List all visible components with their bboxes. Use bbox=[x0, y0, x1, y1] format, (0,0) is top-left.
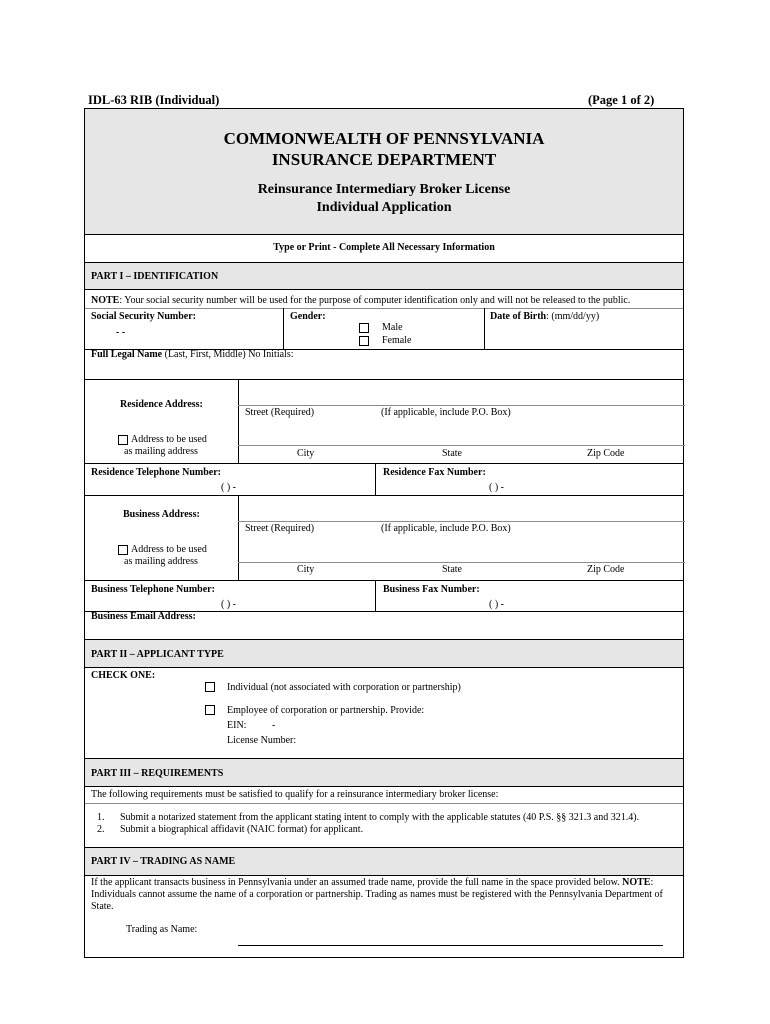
title-line2: INSURANCE DEPARTMENT bbox=[271, 150, 497, 169]
requirement-1-number: 1. bbox=[97, 812, 105, 823]
residence-pobox-label: (If applicable, include P.O. Box) bbox=[381, 407, 511, 418]
check-one-label: CHECK ONE: bbox=[91, 670, 156, 681]
business-address-label: Business Address: bbox=[123, 509, 200, 520]
part4-heading: PART IV – TRADING AS NAME bbox=[91, 856, 236, 867]
business-state-label: State bbox=[442, 564, 462, 575]
residence-zip-label: Zip Code bbox=[587, 448, 625, 459]
full-name-label: Full Legal Name (Last, First, Middle) No Initials: bbox=[91, 349, 294, 360]
trading-as-name-field[interactable] bbox=[238, 945, 663, 946]
residence-fax-mask: ( ) - bbox=[489, 482, 504, 493]
residence-city-label: City bbox=[297, 448, 315, 459]
ssn-mask: - - bbox=[116, 327, 126, 338]
requirement-2-number: 2. bbox=[97, 824, 105, 835]
requirements-intro: The following requirements must be satisfied to qualify for a reinsurance intermediary broker license: bbox=[91, 789, 499, 800]
business-pobox-label: (If applicable, include P.O. Box) bbox=[381, 523, 511, 534]
female-checkbox[interactable] bbox=[359, 336, 369, 346]
ein-label: EIN: bbox=[227, 720, 247, 731]
business-mailing-line2: as mailing address bbox=[124, 556, 198, 567]
business-zip-label: Zip Code bbox=[587, 564, 625, 575]
instruction-text: Type or Print - Complete All Necessary Information bbox=[273, 242, 495, 253]
trading-as-name-label: Trading as Name: bbox=[126, 924, 198, 935]
subtitle-line2: Individual Application bbox=[316, 200, 452, 215]
business-fax-label: Business Fax Number: bbox=[383, 584, 480, 595]
residence-mailing-line1: Address to be used bbox=[131, 434, 207, 445]
business-street-label: Street (Required) bbox=[245, 523, 315, 534]
business-fax-mask: ( ) - bbox=[489, 599, 504, 610]
trading-name-state: State. bbox=[91, 901, 114, 912]
business-email-label: Business Email Address: bbox=[91, 611, 196, 622]
female-label: Female bbox=[382, 335, 412, 346]
ssn-label: Social Security Number: bbox=[91, 311, 196, 322]
business-mailing-line1: Address to be used bbox=[131, 544, 207, 555]
residence-fax-label: Residence Fax Number: bbox=[383, 467, 486, 478]
male-label: Male bbox=[382, 322, 403, 333]
subtitle-line1: Reinsurance Intermediary Broker License bbox=[257, 182, 511, 197]
part2-heading: PART II – APPLICANT TYPE bbox=[91, 649, 224, 660]
ssn-note: NOTE: Your social security number will be used for the purpose of computer identification only and will not be released to the public. bbox=[91, 295, 631, 306]
residence-address-label: Residence Address: bbox=[120, 399, 203, 410]
employee-option-label: Employee of corporation or partnership. Provide: bbox=[227, 705, 425, 716]
title-line1: COMMONWEALTH OF PENNSYLVANIA bbox=[223, 129, 545, 148]
part1-heading: PART I – IDENTIFICATION bbox=[91, 271, 219, 282]
employee-checkbox[interactable] bbox=[205, 705, 215, 715]
trading-name-instructions: If the applicant transacts business in Pennsylvania under an assumed trade name, provide the full name in the space provided below. NOTE: bbox=[91, 877, 654, 888]
ein-dash: - bbox=[272, 720, 276, 731]
residence-phone-mask: ( ) - bbox=[221, 482, 236, 493]
residence-mailing-checkbox[interactable] bbox=[118, 435, 128, 445]
trading-name-note: Individuals cannot assume the name of a corporation or partnership. Trading as names must be registered with the Pennsylvania Department of bbox=[91, 889, 663, 900]
gender-label: Gender: bbox=[290, 311, 326, 322]
form-id: IDL-63 RIB (Individual) bbox=[88, 93, 220, 107]
residence-phone-label: Residence Telephone Number: bbox=[91, 467, 222, 478]
residence-state-label: State bbox=[442, 448, 462, 459]
business-phone-label: Business Telephone Number: bbox=[91, 584, 215, 595]
business-mailing-checkbox[interactable] bbox=[118, 545, 128, 555]
requirement-1-text: Submit a notarized statement from the applicant stating intent to comply with the applicable statutes (40 P.S. §§ 321.3 and 321.4). bbox=[120, 812, 640, 823]
residence-mailing-line2: as mailing address bbox=[124, 446, 198, 457]
license-number-label: License Number: bbox=[227, 735, 297, 746]
dob-label: Date of Birth: (mm/dd/yy) bbox=[490, 311, 600, 322]
application-form bbox=[84, 108, 684, 958]
residence-street-label: Street (Required) bbox=[245, 407, 315, 418]
business-phone-mask: ( ) - bbox=[221, 599, 236, 610]
individual-checkbox[interactable] bbox=[205, 682, 215, 692]
individual-option-label: Individual (not associated with corporation or partnership) bbox=[227, 682, 461, 693]
male-checkbox[interactable] bbox=[359, 323, 369, 333]
business-city-label: City bbox=[297, 564, 315, 575]
requirement-2-text: Submit a biographical affidavit (NAIC format) for applicant. bbox=[120, 824, 364, 835]
part3-heading: PART III – REQUIREMENTS bbox=[91, 768, 224, 779]
page-number: (Page 1 of 2) bbox=[588, 93, 655, 107]
